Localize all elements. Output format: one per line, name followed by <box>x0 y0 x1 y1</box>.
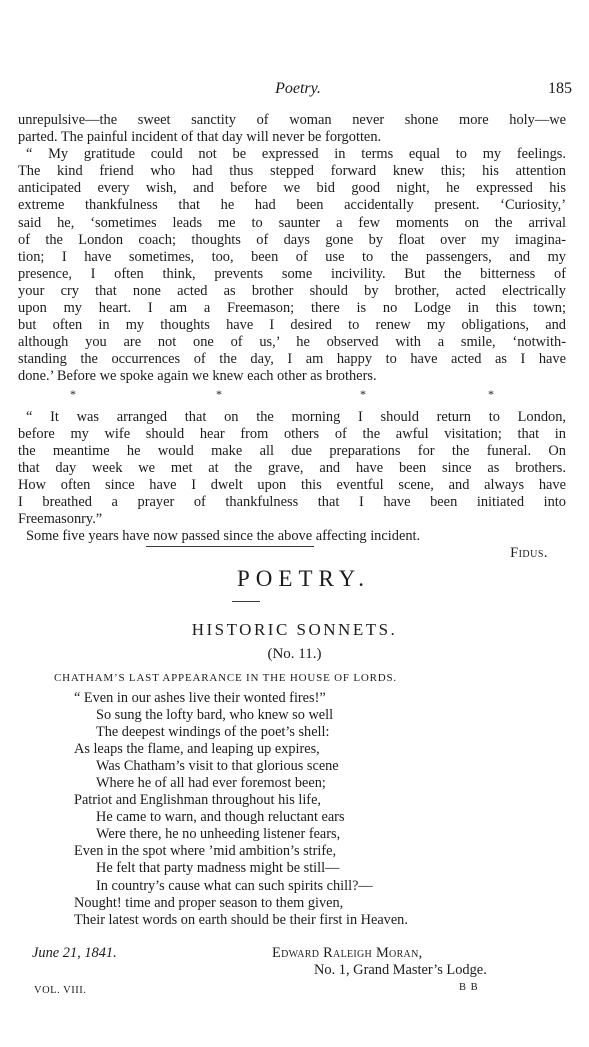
page-number: 185 <box>548 80 572 97</box>
prose-line: that day week we met at the grave, and have been since as brothers. <box>18 459 566 476</box>
prose-line: anticipated every wish, and before we bid good night, he expressed his <box>18 180 566 197</box>
verse-line: Were there, he no unheeding listener fears, <box>96 826 341 843</box>
prose-line: although you are not one of us,’ he observed with a smile, ‘notwith- <box>18 334 566 351</box>
prose-line: How often since have I dwelt upon this eventful scene, and always have <box>18 476 566 493</box>
series-number: (No. 11.) <box>267 646 322 662</box>
verse-line: Nought! time and proper season to them given, <box>74 894 344 911</box>
verse-line: He came to warn, and though reluctant ears <box>96 809 345 826</box>
section-divider <box>146 546 314 547</box>
asterisk: * <box>488 386 494 401</box>
verse-line: Their latest words on earth should be their first in Heaven. <box>74 911 408 928</box>
verse-line: Where he of all had ever foremost been; <box>96 775 326 792</box>
prose-line: “ It was arranged that on the morning I should return to London, <box>26 408 566 425</box>
prose-line: Freemasonry.” <box>18 511 103 528</box>
signature-mark: B B <box>459 982 479 993</box>
prose-line: unrepulsive—the sweet sanctity of woman never shone more holy—we <box>18 112 566 128</box>
prose-line: done.’ Before we spoke again we knew each other as brothers. <box>18 368 377 385</box>
prose-line: “ My gratitude could not be expressed in terms equal to my feelings. <box>26 146 566 163</box>
prose-line: Some five years have now passed since the above affecting incident. <box>26 528 421 545</box>
poem-author: Edward Raleigh Moran, <box>272 945 423 961</box>
series-title: HISTORIC SONNETS. <box>191 620 398 639</box>
heading-underline <box>232 601 260 602</box>
verse-line: Patriot and Englishman throughout his life, <box>74 792 321 809</box>
verse-line: He felt that party madness might be still— <box>96 860 340 877</box>
sonnet <box>74 690 574 929</box>
verse-line: In country’s cause what can such spirits chill?— <box>96 877 373 894</box>
prose-line: said he, ‘sometimes leads me to saunter a few moments on the arrival <box>18 214 566 231</box>
asterisk: * <box>70 386 76 401</box>
asterisk-divider <box>18 386 566 403</box>
prose-line: extreme thankfulness that he had been accidentally present. ‘Curiosity,’ <box>18 197 566 214</box>
prose-line: your cry that none acted as brother should by brother, acted electrically <box>18 282 566 299</box>
prose-line: the meantime he would make all due preparations for the funeral. On <box>18 442 566 459</box>
prose-line: The kind friend who had thus stepped forward knew this; his attention <box>18 163 566 180</box>
prose-line: before my wife should hear from others of the awful visitation; that in <box>18 425 566 442</box>
verse-line: Even in the spot where ’mid ambition’s strife, <box>74 843 337 860</box>
section-heading: POETRY. <box>237 566 370 591</box>
prose-text <box>18 112 566 562</box>
author-lodge: No. 1, Grand Master’s Lodge. <box>314 962 487 978</box>
prose-line: standing the occurrences of the day, I am happy to have acted as I have <box>18 351 566 368</box>
prose-line: I breathed a prayer of thankfulness that I have been initiated into <box>18 493 566 510</box>
prose-line: tion; I have sometimes, too, been of use to the passengers, and my <box>18 248 566 265</box>
asterisk: * <box>360 386 366 401</box>
running-head <box>24 80 572 102</box>
verse-line: As leaps the flame, and leaping up expires, <box>74 741 320 758</box>
volume-label: VOL. VIII. <box>34 985 87 996</box>
asterisk: * <box>216 386 222 401</box>
prose-line: but often in my thoughts have I desired to renew my obligations, and <box>18 317 566 334</box>
sonnet-title: CHATHAM’S LAST APPEARANCE IN THE HOUSE OF LORDS. <box>54 672 397 684</box>
verse-line: “ Even in our ashes live their wonted fires!” <box>74 690 326 706</box>
running-title: Poetry. <box>275 80 321 97</box>
author-signature: Fidus. <box>510 545 548 562</box>
prose-line: parted. The painful incident of that day will never be forgotten. <box>18 129 382 146</box>
prose-line: presence, I often think, prevents some incivility. But the bitterness of <box>18 265 566 282</box>
verse-line: The deepest windings of the poet’s shell: <box>96 724 330 741</box>
poem-date: June 21, 1841. <box>32 945 117 961</box>
verse-line: Was Chatham’s visit to that glorious scene <box>96 758 339 775</box>
verse-line: So sung the lofty bard, who knew so well <box>96 707 334 724</box>
prose-line: of the London coach; thoughts of days gone by float over my imagina- <box>18 231 566 248</box>
prose-line: upon my heart. I am a Freemason; there is no Lodge in this town; <box>18 300 566 317</box>
